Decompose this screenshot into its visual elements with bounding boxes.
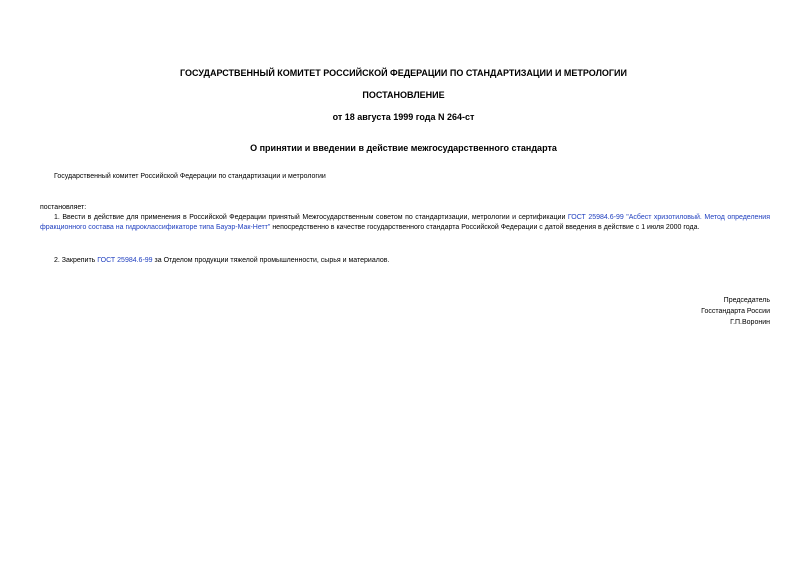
gost-standard-title-link[interactable]: ГОСТ 25984.6-99 "Асбест хризотиловый. Метод определения фракционного состава на гидроклассификаторе типа Бауэр-Мак-Нетт"	[40, 214, 770, 231]
paragraph-2	[40, 256, 770, 266]
intro-text: Государственный комитет Российской Федерации по стандартизации и метрологии	[54, 173, 326, 180]
paragraph-2-text-before: 2. Закрепить	[54, 257, 98, 264]
signatory-organization: Госстандарта России	[701, 308, 770, 315]
paragraph-1-text-after: непосредственно в качестве государственного стандарта Российской Федерации с датой введения в действие с 1 июля 2000 года.	[270, 224, 700, 231]
signature-block	[701, 295, 770, 328]
signatory-name: Г.П.Воронин	[730, 319, 770, 326]
signatory-title: Председатель	[723, 297, 770, 304]
document-subject-heading: О принятии и введении в действие межгосударственного стандарта	[250, 143, 557, 153]
gost-standard-link[interactable]: ГОСТ 25984.6-99	[97, 257, 153, 264]
paragraph-1	[40, 213, 770, 233]
paragraph-2-text-after: за Отделом продукции тяжелой промышленности, сырья и материалов.	[152, 257, 390, 264]
date-number-heading: от 18 августа 1999 года N 264-ст	[332, 112, 475, 122]
paragraph-1-text-before: 1. Ввести в действие для применения в Российской Федерации принятый Межгосударственным советом по стандартизации, метрологии и сертификации	[54, 214, 568, 221]
document-type-heading: ПОСТАНОВЛЕНИЕ	[362, 90, 445, 100]
resolves-text: постановляет:	[40, 204, 87, 211]
issuing-committee-heading: ГОСУДАРСТВЕННЫЙ КОМИТЕТ РОССИЙСКОЙ ФЕДЕРАЦИИ ПО СТАНДАРТИЗАЦИИ И МЕТРОЛОГИИ	[180, 68, 627, 78]
